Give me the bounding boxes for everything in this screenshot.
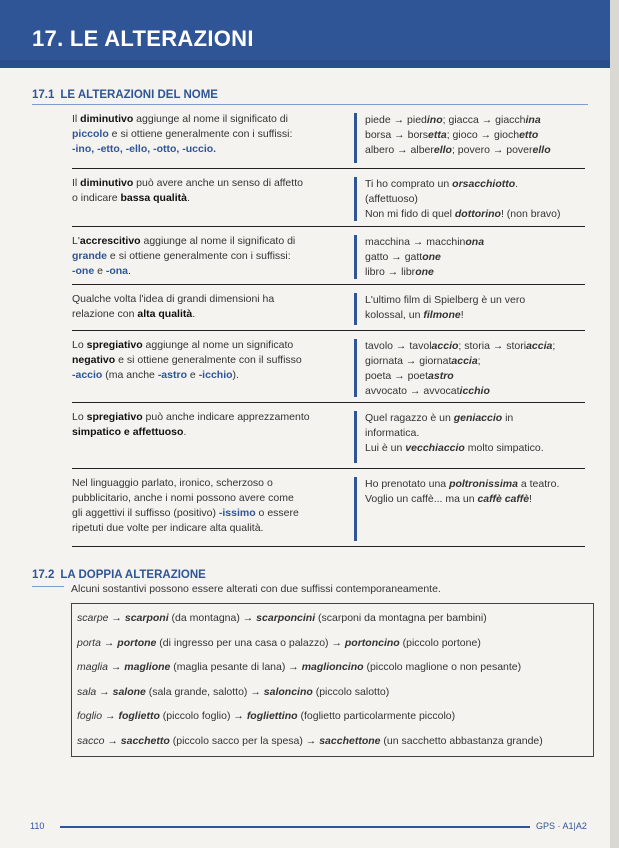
example-text (365, 235, 585, 280)
text-run: foglietto (118, 710, 160, 722)
text-run: scarponi (124, 612, 169, 624)
text-run: sala (77, 685, 97, 698)
text-run: . (515, 178, 519, 190)
text-run: fogliettino (246, 710, 298, 722)
rule-text (72, 234, 350, 279)
text-run: spregiativo (86, 411, 143, 423)
text-run: L' (72, 235, 80, 247)
rule-text (72, 476, 350, 536)
text-run: → (102, 710, 119, 722)
text-run: Il (72, 177, 81, 189)
section-title-2 (32, 569, 206, 581)
text-run: può anche indicare apprezzamento (142, 411, 310, 423)
text-run: pubblicitario, anche i nomi possono avere come (72, 492, 294, 504)
text-run: diminutivo (80, 113, 134, 125)
rule-text (72, 338, 350, 383)
text-run: → (108, 612, 125, 624)
text-run: (foglietto particolarmente piccolo) (297, 710, 456, 722)
text-run: -one (72, 265, 95, 277)
text-run: -issimo (218, 507, 256, 519)
text-run: → (100, 636, 118, 649)
text-run: ello (532, 144, 551, 156)
text-run: ello (433, 144, 452, 156)
text-run: . (192, 308, 196, 320)
text-run: ino (426, 114, 443, 126)
example-text (365, 339, 585, 399)
text-run: maglione (124, 661, 171, 673)
text-run: caffè caffè (477, 493, 530, 505)
text-run: saloncino (263, 685, 313, 698)
text-run: etto (519, 129, 539, 141)
double-alteration-line (77, 612, 487, 624)
text-run: spregiativo (86, 339, 143, 351)
text-run: (piccolo salotto) (312, 685, 390, 698)
text-run: Quel ragazzo è un (365, 412, 454, 424)
text-run: (ma anche (102, 369, 158, 381)
text-run: ; giacca → giacch (442, 114, 526, 126)
section-rule-1 (32, 104, 588, 105)
text-run: Nel linguaggio parlato, ironico, scherzoso o (72, 477, 273, 489)
rule-text (72, 292, 350, 322)
text-run: ona (465, 236, 485, 248)
text-run: (piccolo sacco per la spesa) → (169, 734, 320, 747)
text-run: (affettuoso) (365, 193, 418, 205)
text-run: aggiunge al nome il significato di (140, 235, 296, 247)
table-row (72, 336, 585, 403)
alterations-table (72, 110, 585, 552)
text-run: ina (525, 114, 541, 126)
text-run: (piccolo portone) (399, 636, 481, 649)
text-run: ! (529, 493, 532, 505)
text-run: aggiunge al nome il significato di (133, 113, 288, 125)
text-run: Non mi fido di quel (365, 208, 455, 220)
row-divider (354, 113, 357, 163)
page-edge (610, 0, 619, 848)
text-run: icchio (459, 385, 490, 397)
text-run: giornata → giornat (365, 355, 452, 367)
text-run: salone (112, 685, 146, 698)
text-run: → (107, 661, 125, 673)
table-row (72, 474, 585, 547)
text-run: -ona (105, 265, 129, 277)
text-run: o indicare (72, 192, 121, 204)
section-title-1 (32, 89, 218, 101)
text-run: ; (477, 355, 481, 367)
example-text (365, 293, 585, 323)
example-text (365, 411, 585, 456)
text-run: ; gioco → gioch (446, 129, 520, 141)
page-number: 110 (30, 821, 45, 831)
text-run: bassa qualità (120, 192, 187, 204)
text-run: (di ingresso per una casa o palazzo) → (156, 636, 345, 649)
row-divider (354, 477, 357, 541)
text-run: negativo (72, 354, 116, 366)
text-run: (da montagna) → (168, 612, 257, 624)
text-run: simpatico e affettuoso (72, 426, 184, 438)
text-run: a teatro. (517, 478, 560, 490)
footer-bar (60, 826, 530, 828)
text-run: . (186, 192, 190, 204)
text-run: orsacchiotto (452, 178, 516, 190)
row-divider (354, 177, 357, 221)
text-run: macchina → macchin (365, 236, 466, 248)
text-run: portone (117, 636, 157, 649)
rule-text (72, 410, 350, 440)
text-run: accrescitivo (79, 235, 141, 247)
text-run: (un sacchetto abbastanza grande) (380, 734, 543, 747)
double-alteration-line (77, 686, 389, 698)
text-run: e si ottiene generalmente con i suffissi: (108, 128, 293, 140)
text-run: Il (72, 113, 81, 125)
section-label-1: LE ALTERAZIONI DEL NOME (60, 89, 218, 101)
text-run: . (183, 426, 187, 438)
section-number-1: 17.1 (32, 89, 55, 101)
text-run: (piccolo maglione o non pesante) (363, 661, 522, 673)
text-run: one (415, 266, 434, 278)
footer-brand: GPS · A1|A2 (536, 821, 587, 831)
text-run: sacco (77, 734, 105, 747)
text-run: -ino, -etto, -ello, -otto, -uccio. (72, 143, 217, 155)
text-run: Lo (72, 339, 87, 351)
text-run: ripetuti due volte per indicare alta qualità. (72, 522, 264, 534)
text-run: Lo (72, 411, 87, 423)
text-run: può avere anche un senso di affetto (133, 177, 303, 189)
text-run: grande (72, 250, 108, 262)
text-run: informatica. (365, 427, 420, 439)
text-run: libro → libr (365, 266, 416, 278)
text-run: aggiunge al nome un significato (142, 339, 294, 351)
text-run: accia (451, 355, 478, 367)
row-divider (354, 293, 357, 325)
text-run: gli aggettivi il suffisso (positivo) (72, 507, 219, 519)
example-text (365, 477, 585, 507)
table-row (72, 290, 585, 331)
row-divider (354, 339, 357, 397)
text-run: piccolo (72, 128, 109, 140)
text-run: (piccolo foglio) → (159, 710, 247, 722)
text-run: ! (non bravo) (500, 208, 561, 220)
text-run: Voglio un caffè... ma un (365, 493, 478, 505)
text-run: foglio (77, 710, 103, 722)
text-run: (maglia pesante di lana) → (170, 661, 302, 673)
text-run: astro (428, 370, 454, 382)
double-alteration-line (77, 661, 521, 673)
text-run: scarponcini (256, 612, 316, 624)
text-run: e si ottiene generalmente con i suffissi: (107, 250, 291, 262)
text-run: sacchetto (120, 734, 170, 747)
section-label-2: LA DOPPIA ALTERAZIONE (60, 569, 206, 581)
chapter-header (0, 0, 610, 68)
table-row (72, 232, 585, 285)
text-run: maglioncino (301, 661, 364, 673)
section-rule-2 (32, 586, 64, 587)
text-run: poltronissima (449, 478, 518, 490)
footer (30, 820, 590, 834)
text-run: maglia (77, 661, 108, 673)
text-run: borsa → bors (365, 129, 429, 141)
text-run: Ho prenotato una (365, 478, 450, 490)
text-run: → (96, 685, 113, 698)
text-run: one (422, 251, 441, 263)
text-run: o essere (255, 507, 299, 519)
table-row (72, 110, 585, 169)
text-run: accio (431, 340, 459, 352)
text-run: in (502, 412, 514, 424)
double-alteration-line (77, 710, 455, 722)
text-run: e (187, 369, 199, 381)
text-run: (scarponi da montagna per bambini) (315, 612, 487, 624)
text-run: Qualche volta l'idea di grandi dimensioni ha (72, 293, 275, 305)
text-run: ). (232, 369, 239, 381)
example-text (365, 177, 585, 222)
text-run: -accio (72, 369, 103, 381)
text-run: vecchiaccio (405, 442, 465, 454)
rule-text (72, 112, 350, 157)
row-divider (354, 411, 357, 463)
text-run: -icchio (198, 369, 233, 381)
example-text (365, 113, 585, 158)
text-run: albero → alber (365, 144, 434, 156)
text-run: ; (552, 340, 556, 352)
text-run: sacchettone (319, 734, 381, 747)
text-run: porta (77, 636, 101, 649)
text-run: e (94, 265, 106, 277)
text-run: (sala grande, salotto) → (145, 685, 264, 698)
row-divider (354, 235, 357, 279)
double-alteration-intro: Alcuni sostantivi possono essere alterati con due suffissi contemporaneamente. (71, 583, 441, 595)
text-run: Ti ho comprato un (365, 178, 453, 190)
text-run: portoncino (344, 636, 400, 649)
text-run: ; storia → stori (458, 340, 527, 352)
double-alteration-line (77, 637, 481, 649)
text-run: . (128, 265, 131, 277)
text-run: geniaccio (453, 412, 503, 424)
text-run: Lui è un (365, 442, 406, 454)
text-run: tavolo → tavol (365, 340, 432, 352)
header-strip (0, 60, 610, 68)
text-run: scarpe (77, 612, 109, 624)
text-run: etta (428, 129, 447, 141)
text-run: L'ultimo film di Spielberg è un vero (365, 294, 526, 306)
table-row (72, 408, 585, 469)
table-row (72, 174, 585, 227)
text-run: filmone (423, 309, 461, 321)
text-run: diminutivo (80, 177, 134, 189)
text-run: → (104, 734, 121, 747)
text-run: ; povero → pover (451, 144, 533, 156)
text-run: e si ottiene generalmente con il suffisso (115, 354, 302, 366)
text-run: dottorino (454, 208, 501, 220)
double-alteration-line (77, 735, 543, 747)
rule-text (72, 176, 350, 206)
text-run: poeta → poet (365, 370, 429, 382)
double-alteration-box (71, 603, 594, 757)
text-run: accia (526, 340, 553, 352)
text-run: relazione con (72, 308, 138, 320)
text-run: ! (460, 309, 464, 321)
text-run: molto simpatico. (464, 442, 544, 454)
section-number-2: 17.2 (32, 569, 55, 581)
chapter-title: 17. LE ALTERAZIONI (32, 26, 254, 51)
text-run: gatto → gatt (365, 251, 423, 263)
text-run: piede → pied (365, 114, 427, 126)
text-run: alta qualità (137, 308, 193, 320)
text-run: kolossal, un (365, 309, 424, 321)
text-run: -astro (157, 369, 187, 381)
text-run: avvocato → avvocat (365, 385, 460, 397)
